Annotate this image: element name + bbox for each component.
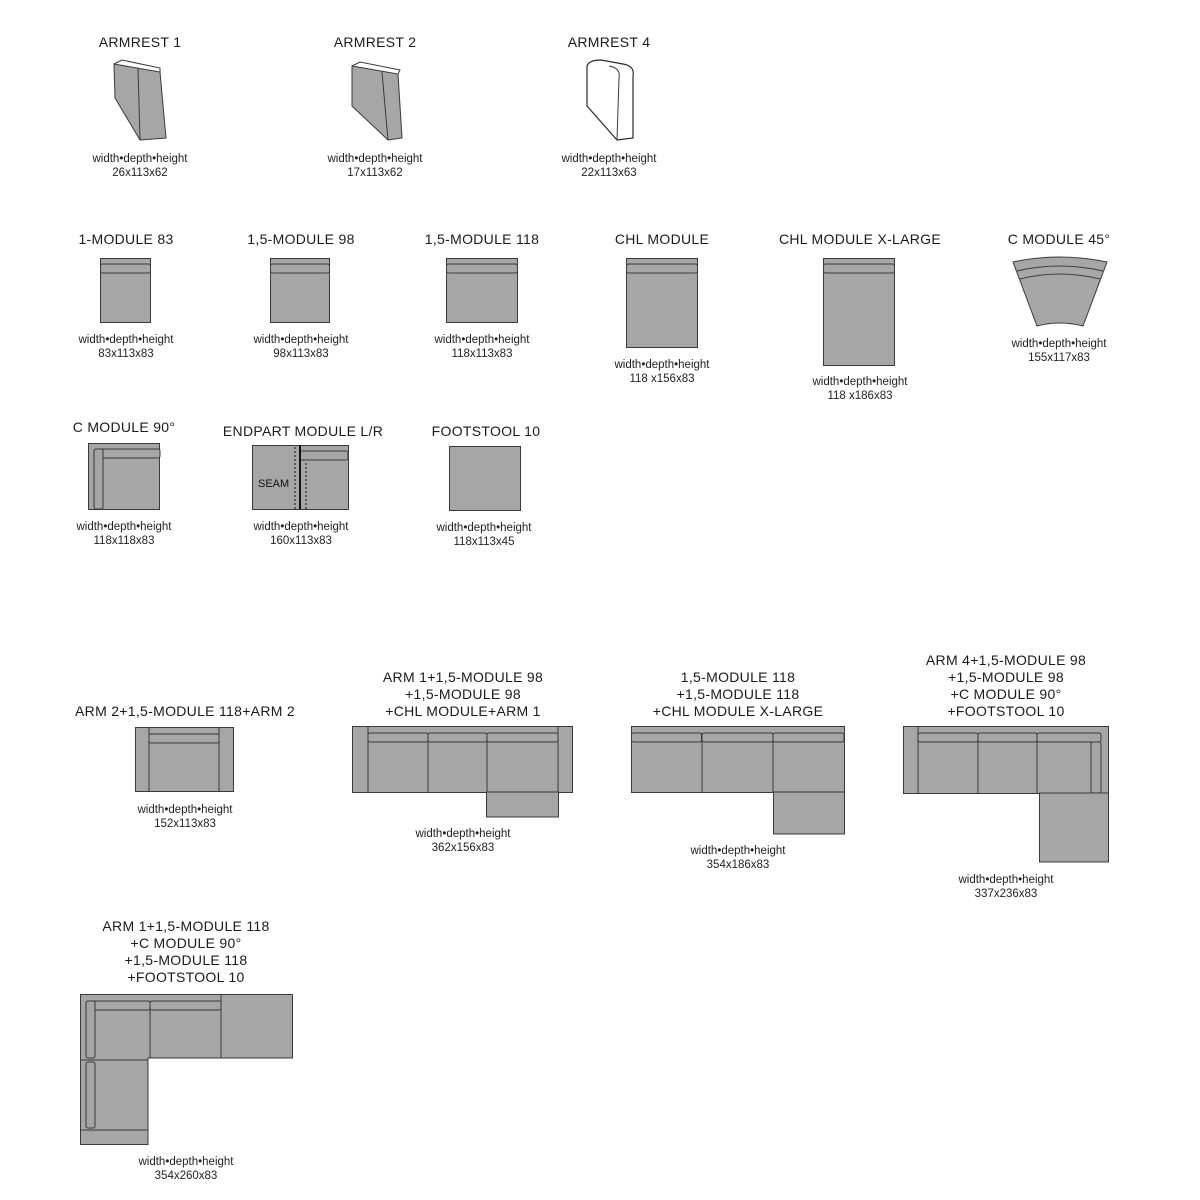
- armrest-1-title: ARMREST 1: [98, 34, 182, 50]
- combo-2-dims: [333, 827, 593, 855]
- combo-4-title-wrap: [876, 652, 1136, 720]
- dims-value: 118 x156x83: [629, 373, 695, 385]
- footstool-dims: [354, 521, 614, 549]
- combo-3-title-wrap: [608, 669, 868, 720]
- combo-5-dims: [56, 1155, 316, 1183]
- combo-3-dims: [608, 844, 868, 872]
- dims-label: width•depth•height: [958, 874, 1054, 886]
- dims-label: width•depth•height: [92, 153, 188, 165]
- dims-label: width•depth•height: [138, 1156, 234, 1168]
- armrest-1-dims: [10, 152, 270, 180]
- dims-label: width•depth•height: [415, 828, 511, 840]
- chl-drawing: [626, 258, 700, 350]
- chl-xl-dims: [730, 375, 990, 403]
- dims-label: width•depth•height: [253, 521, 349, 533]
- combo-1-title-wrap: [55, 703, 315, 720]
- dims-label: width•depth•height: [253, 334, 349, 346]
- dims-label: width•depth•height: [76, 521, 172, 533]
- dims-value: 118 x186x83: [827, 390, 893, 402]
- dims-value: 362x156x83: [431, 842, 495, 854]
- dims-value: 155x117x83: [1028, 352, 1090, 364]
- dims-value: 152x113x83: [154, 818, 216, 830]
- c-module-90-title: C MODULE 90°: [72, 419, 176, 435]
- dims-value: 354x260x83: [154, 1170, 218, 1182]
- module-83-drawing: [100, 258, 152, 324]
- module-98-title: 1,5-MODULE 98: [247, 231, 355, 247]
- dims-label: width•depth•height: [327, 153, 423, 165]
- dims-value: 22x113x63: [581, 167, 637, 179]
- armrest-4-drawing: [575, 58, 655, 148]
- dims-label: width•depth•height: [561, 153, 657, 165]
- endpart-drawing: [252, 445, 352, 513]
- dims-value: 118x113x45: [453, 536, 515, 548]
- chl-xl-title: CHL MODULE X-LARGE: [778, 231, 942, 247]
- combo-1-title: ARM 2+1,5-MODULE 118+ARM 2: [75, 703, 295, 719]
- combo-3-title-line-2: +1,5-MODULE 118: [676, 686, 800, 702]
- combo-5-title-line-2: +C MODULE 90°: [130, 935, 242, 951]
- dims-value: 354x186x83: [706, 859, 770, 871]
- dims-label: width•depth•height: [78, 334, 174, 346]
- c-module-90-drawing: [88, 443, 162, 511]
- dims-label: width•depth•height: [137, 804, 233, 816]
- armrest-1-drawing: [100, 58, 180, 148]
- combo-3-drawing: [631, 726, 849, 838]
- dims-value: 83x113x83: [98, 348, 154, 360]
- footstool-drawing: [449, 446, 523, 514]
- combo-4-title-line-4: +FOOTSTOOL 10: [947, 703, 1065, 719]
- module-118-drawing: [446, 258, 520, 324]
- c-module-45-title-wrap: [929, 231, 1189, 248]
- chl-xl-drawing: [823, 258, 897, 368]
- dims-value: 337x236x83: [974, 888, 1038, 900]
- endpart-title: ENDPART MODULE L/R: [222, 423, 384, 439]
- dims-label: width•depth•height: [812, 376, 908, 388]
- dims-value: 17x113x62: [347, 167, 403, 179]
- combo-4-title-line-2: +1,5-MODULE 98: [948, 669, 1064, 685]
- combo-5-title-line-1: ARM 1+1,5-MODULE 118: [102, 918, 270, 934]
- dims-value: 160x113x83: [270, 535, 332, 547]
- armrest-2-title-wrap: [245, 34, 505, 51]
- c-module-45-dims: [929, 337, 1189, 365]
- dims-value: 98x113x83: [273, 348, 329, 360]
- c-module-45-drawing: [1011, 256, 1111, 328]
- armrest-4-dims: [479, 152, 739, 180]
- module-98-drawing: [270, 258, 332, 324]
- combo-5-title-line-3: +1,5-MODULE 118: [124, 952, 248, 968]
- dims-label: width•depth•height: [614, 359, 710, 371]
- dims-value: 26x113x62: [112, 167, 168, 179]
- footstool-title-wrap: [356, 423, 616, 440]
- combo-1-drawing: [135, 727, 237, 795]
- combo-2-drawing: [352, 726, 576, 820]
- combo-4-title-line-3: +C MODULE 90°: [950, 686, 1062, 702]
- dims-label: width•depth•height: [434, 334, 530, 346]
- dims-label: width•depth•height: [1011, 338, 1107, 350]
- module-118-title: 1,5-MODULE 118: [424, 231, 540, 247]
- armrest-2-title: ARMREST 2: [333, 34, 417, 50]
- combo-3-title-line-1: 1,5-MODULE 118: [680, 669, 796, 685]
- armrest-2-drawing: [340, 58, 420, 148]
- combo-1-dims: [55, 803, 315, 831]
- c-module-45-title: C MODULE 45°: [1007, 231, 1111, 247]
- combo-2-title-line-2: +1,5-MODULE 98: [405, 686, 521, 702]
- combo-4-drawing: [903, 726, 1113, 866]
- combo-2-title-wrap: [333, 669, 593, 720]
- combo-5-title-wrap: [56, 918, 316, 986]
- combo-3-title-line-3: +CHL MODULE X-LARGE: [652, 703, 824, 719]
- combo-5-title-line-4: +FOOTSTOOL 10: [127, 969, 245, 985]
- combo-2-title-line-1: ARM 1+1,5-MODULE 98: [382, 669, 544, 685]
- seam-label: SEAM: [258, 478, 290, 490]
- combo-4-dims: [876, 873, 1136, 901]
- dims-label: width•depth•height: [690, 845, 786, 857]
- dims-value: 118x113x83: [451, 348, 513, 360]
- combo-4-title-line-1: ARM 4+1,5-MODULE 98: [925, 652, 1087, 668]
- combo-2-title-line-3: +CHL MODULE+ARM 1: [385, 703, 541, 719]
- combo-5-drawing: [80, 994, 296, 1148]
- armrest-2-dims: [245, 152, 505, 180]
- dims-label: width•depth•height: [436, 522, 532, 534]
- armrest-4-title-wrap: [479, 34, 739, 51]
- module-118-dims: [352, 333, 612, 361]
- chl-title: CHL MODULE: [614, 231, 710, 247]
- dims-value: 118x118x83: [93, 535, 155, 547]
- armrest-4-title: ARMREST 4: [567, 34, 651, 50]
- module-83-title: 1-MODULE 83: [78, 231, 174, 247]
- footstool-title: FOOTSTOOL 10: [431, 423, 541, 439]
- armrest-1-title-wrap: [10, 34, 270, 51]
